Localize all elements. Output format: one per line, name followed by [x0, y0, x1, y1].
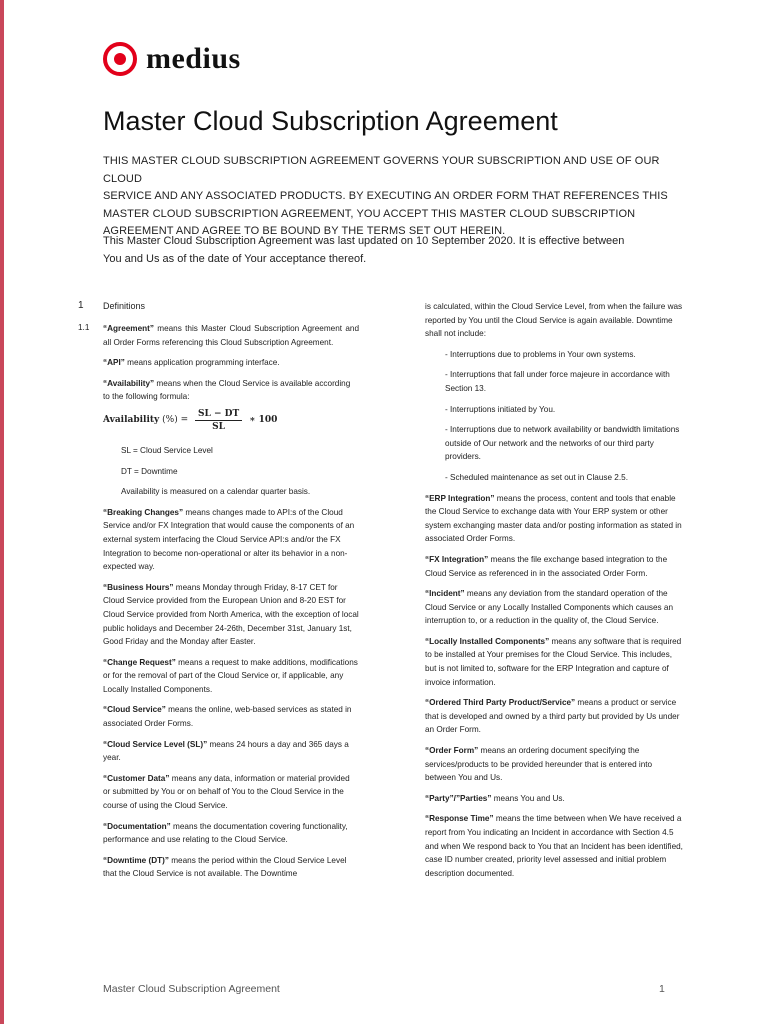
term-label: “Party”/”Parties”	[425, 793, 492, 803]
term-label: “Cloud Service”	[103, 705, 166, 715]
term-text: means when the Cloud Service is available according to the following formula:	[103, 378, 351, 402]
availability-formula	[103, 406, 359, 436]
intro-updated-line: You and Us as of the date of Your acceptance thereof.	[103, 252, 367, 265]
term-text: means Monday through Friday, 8-17 CET for Cloud Service provided from the European Union and 8-20 EST for Cloud Service provided from North America, with the exception of local public holidays and December 24-26th, December 31st, January 1st, Good Friday and the Monday after Easter.	[103, 582, 359, 647]
subsection-number: 1.1	[78, 323, 90, 332]
term-text: means the period within the Cloud Service Level that the Cloud Service is not available. The Downtime	[103, 855, 347, 879]
definition-business-hours	[103, 581, 359, 649]
definition-erp-integration	[425, 492, 683, 546]
footer-page-number: 1	[659, 983, 665, 995]
document-title: Master Cloud Subscription Agreement	[103, 106, 558, 136]
footer-document-title: Master Cloud Subscription Agreement	[103, 983, 280, 995]
dt-definition: DT = Downtime	[121, 466, 178, 476]
downtime-exclusion-item: - Interruptions due to network availability or bandwidth limitations outside of Our network and the networks of our third party providers.	[445, 425, 680, 462]
intro-caps-line: THIS MASTER CLOUD SUBSCRIPTION AGREEMENT GOVERNS YOUR SUBSCRIPTION AND USE OF OUR CLOUD	[103, 155, 660, 185]
definition-cloud-service	[103, 703, 359, 730]
definition-documentation	[103, 820, 359, 847]
downtime-continuation: is calculated, within the Cloud Service Level, from when the failure was reported by You until the Cloud Service is again available. Downtime shall not include:	[425, 302, 683, 339]
intro-updated-paragraph	[103, 233, 683, 268]
term-text: means the file exchange based integration to the Cloud Service as referenced in in the associated Order Form.	[425, 554, 668, 578]
left-accent-bar	[0, 0, 4, 1024]
term-text: means application programming interface.	[124, 358, 280, 368]
term-label: “Business Hours”	[103, 582, 174, 592]
term-label: “Order Form”	[425, 746, 479, 756]
term-text: means the documentation covering functionality, performance and use relating to the Cloud Service.	[103, 821, 348, 845]
term-text: means 24 hours a day and 365 days a year.	[103, 739, 349, 763]
definition-response-time	[425, 812, 683, 880]
right-column	[425, 300, 683, 887]
term-text: means this Master Cloud Subscription Agreement and all Order Forms referencing this Cloud Subscription Agreement.	[103, 324, 359, 347]
definition-incident	[425, 587, 683, 628]
intro-caps-paragraph	[103, 153, 678, 241]
logo-text: medius	[146, 42, 241, 75]
term-text: means an ordering document specifying the services/products to be provided hereunder that is entered into between You and Us.	[425, 746, 653, 783]
term-label: “Ordered Third Party Product/Service”	[425, 698, 576, 708]
definition-parties	[425, 792, 683, 806]
definition-fx-integration	[425, 553, 683, 580]
formula-multiplier: ∗ 100	[246, 415, 278, 426]
intro-updated-line: This Master Cloud Subscription Agreement was last updated on 10 September 2020. It is effective between	[103, 235, 625, 247]
term-label: “Downtime (DT)”	[103, 855, 169, 865]
term-label: “Change Request”	[103, 657, 176, 667]
term-label: “API”	[103, 358, 125, 368]
definition-customer-data	[103, 772, 359, 813]
term-text: means the time between when We have received a report from You indicating an Incident in accordance with Section 4.5 and when We respond back to You that an Incident has been identified, case ID number created, priority level assessed and initial problem description documented.	[425, 814, 683, 878]
term-text: means any software that is required to be installed at Your premises for the Cloud Service. This includes, but is not limited to, software for the ERP Integration and capture of invoice information.	[425, 636, 682, 687]
term-label: “Incident”	[425, 589, 465, 599]
formula-fraction	[195, 408, 242, 433]
downtime-exclusion-item: - Interruptions that fall under force majeure in accordance with Section 13.	[445, 370, 670, 393]
definition-locally-installed-components	[425, 635, 683, 689]
term-text: means any data, information or material provided or submitted by You or on behalf of You to the Cloud Service in the course of using the Cloud Service.	[103, 773, 350, 811]
downtime-exclusion-item: - Interruptions due to problems in Your own systems.	[445, 349, 636, 359]
section-number: 1	[78, 300, 84, 311]
term-text: means a request to make additions, modifications or for the removal of part of the Cloud Service or, if applicable, any Locally Installed Components.	[103, 657, 358, 694]
left-column	[103, 322, 359, 888]
term-label: “Availability”	[103, 378, 155, 388]
definition-cloud-service-level	[103, 738, 359, 765]
availability-measured: Availability is measured on a calendar quarter basis.	[121, 487, 311, 497]
term-label: “Customer Data”	[103, 773, 170, 783]
term-text: means You and Us.	[491, 793, 565, 803]
medius-logo	[103, 42, 241, 76]
definition-order-form	[425, 744, 683, 785]
formula-label: Availability	[103, 415, 160, 426]
term-label: “ERP Integration”	[425, 493, 495, 503]
term-label: “Cloud Service Level (SL)”	[103, 739, 208, 749]
term-label: “Agreement”	[103, 324, 154, 333]
formula-unit: (%) =	[159, 415, 191, 426]
definition-api	[103, 356, 359, 370]
definition-breaking-changes	[103, 506, 359, 574]
term-label: “FX Integration”	[425, 554, 489, 564]
term-text: means changes made to API:s of the Cloud Service and/or FX Integration that would cause the components of an external system interfacing the Cloud Service API:s and/or the FX Integration to become non-operational or alter its behavior in a non-expected way.	[103, 507, 355, 572]
intro-caps-line: MASTER CLOUD SUBSCRIPTION AGREEMENT, YOU ACCEPT THIS MASTER CLOUD SUBSCRIPTION	[103, 207, 636, 220]
definition-change-request	[103, 656, 359, 697]
term-label: “Documentation”	[103, 821, 171, 831]
definition-agreement	[103, 322, 359, 349]
downtime-exclusion-item: - Interruptions initiated by You.	[445, 404, 556, 414]
intro-caps-line: AGREEMENT AND AGREE TO BE BOUND BY THE TERMS SET OUT HEREIN.	[103, 225, 506, 238]
downtime-exclusion-item: - Scheduled maintenance as set out in Clause 2.5.	[445, 472, 628, 482]
definition-downtime	[103, 854, 359, 881]
term-text: means the online, web-based services as stated in associated Order Forms.	[103, 705, 352, 729]
term-text: means a product or service that is developed and owned by a third party but provided by Us under an Order Form.	[425, 698, 680, 735]
term-text: means the process, content and tools that enable the Cloud Service to exchange data with Your ERP system or other system exchanging master data and/or posting information as stated in associated Order Forms.	[425, 493, 682, 544]
section-title: Definitions	[103, 301, 146, 311]
medius-logo-icon	[103, 42, 137, 76]
intro-caps-line: SERVICE AND ANY ASSOCIATED PRODUCTS. BY EXECUTING AN ORDER FORM THAT REFERENCES THIS	[103, 190, 668, 203]
term-label: “Response Time”	[425, 814, 494, 824]
definition-ordered-third-party	[425, 696, 683, 737]
sl-definition: SL = Cloud Service Level	[121, 445, 213, 455]
term-text: means any deviation from the standard operation of the Cloud Service or any Locally Installed Components which causes an interruption to, or a reduction in the quality of, the Cloud Service.	[425, 589, 674, 626]
formula-numerator: SL − DT	[195, 408, 242, 421]
formula-denominator: SL	[212, 422, 225, 433]
term-label: “Locally Installed Components”	[425, 636, 550, 646]
term-label: “Breaking Changes”	[103, 507, 184, 517]
definition-availability	[103, 377, 359, 404]
